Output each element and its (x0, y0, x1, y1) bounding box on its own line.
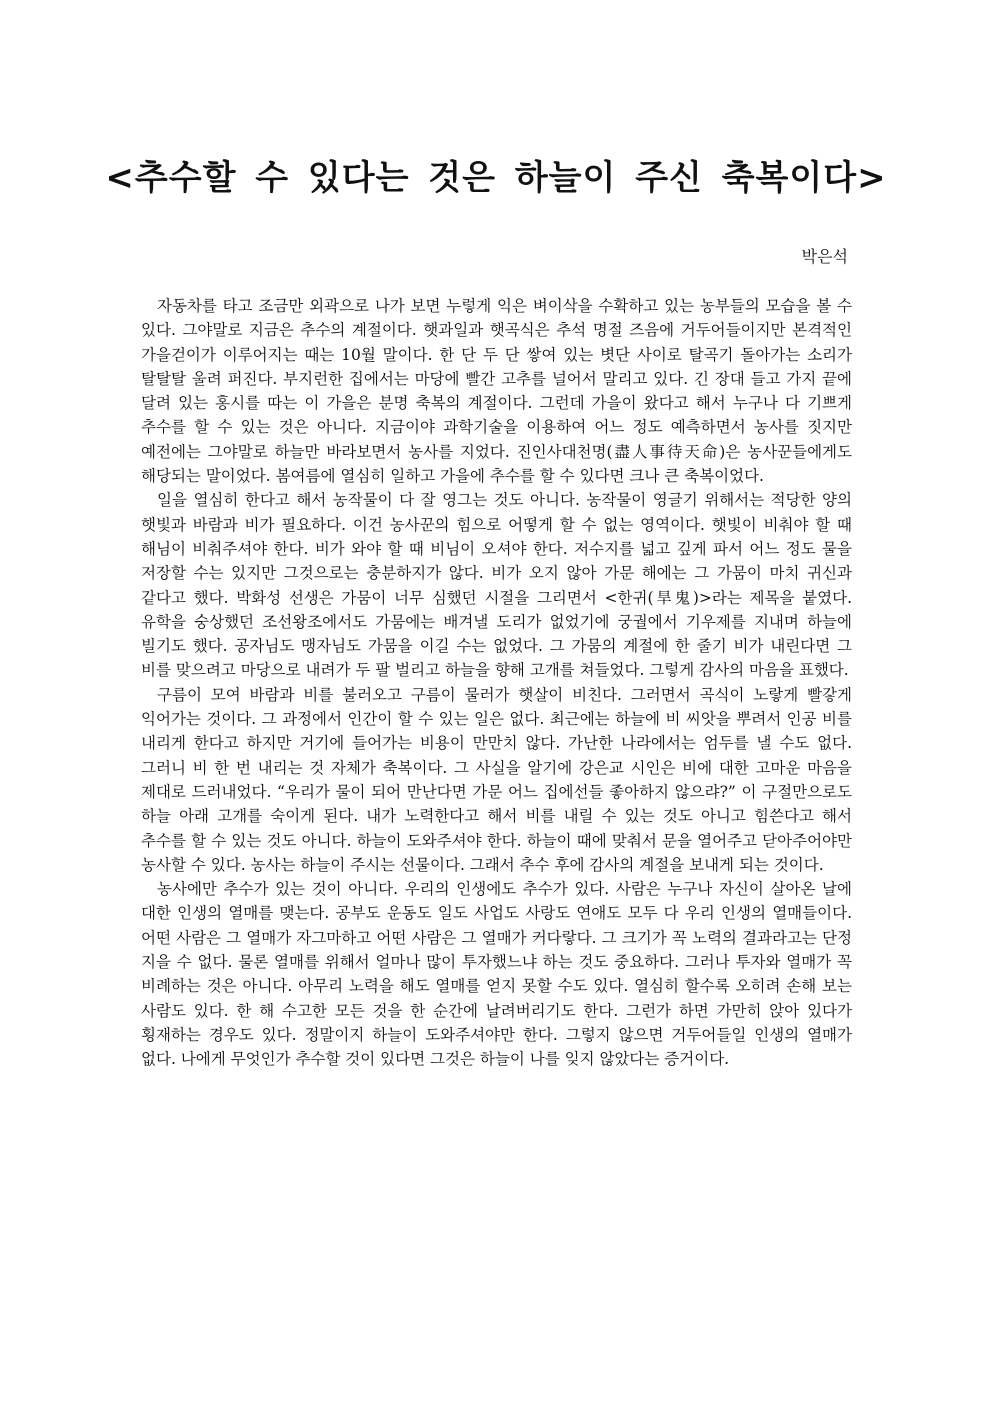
paragraph: 농사에만 추수가 있는 것이 아니다. 우리의 인생에도 추수가 있다. 사람은 누구나 자신이 살아온 날에 대한 인생의 열매를 맺는다. 공부도 운동도 일도 사업도 사랑도 연애도 모두 다 우리 인생의 열매들이다. 어떤 사람은 그 열매가 자그마하고 어떤 사람은 그 열매가 커다랗다. 그 크기가 꼭 노력의 결과라고는 단정 지을 수 없다. 물론 열매를 위해서 얼마나 많이 투자했느냐 하는 것도 중요하다. 그러나 투자와 열매가 꼭 비례하는 것은 아니다. 아무리 노력을 해도 열매를 얻지 못할 수도 있다. 열심히 할수록 오히려 손해 보는 사람도 있다. 한 해 수고한 모든 것을 한 순간에 날려버리기도 한다. 그런가 하면 가만히 앉아 있다가 횡재하는 경우도 있다. 정말이지 하늘이 도와주셔야만 한다. 그렇지 않으면 거두어들일 인생의 열매가 없다. 나에게 무엇인가 추수할 것이 있다면 그것은 하늘이 나를 잊지 않았다는 증거이다. (141, 880, 852, 1069)
author-name: 박은석 (801, 247, 848, 266)
paragraph: 구름이 모여 바람과 비를 불러오고 구름이 물러가 햇살이 비친다. 그러면서 곡식이 노랗게 빨갛게 익어가는 것이다. 그 과정에서 인간이 할 수 있는 일은 없다. 최근에는 하늘에 비 씨앗을 뿌려서 인공 비를 내리게 한다고 하지만 거기에 들어가는 비용이 만만치 않다. 가난한 나라에서는 엄두를 낼 수도 없다. 그러니 비 한 번 내리는 것 자체가 축복이다. 그 사실을 알기에 강은교 시인은 비에 대한 고마운 마음을 제대로 드러내었다. “우리가 물이 되어 만난다면 가문 어느 집에선들 좋아하지 않으랴?” 이 구절만으로도 하늘 아래 고개를 숙이게 된다. 내가 노력한다고 해서 비를 내릴 수 있는 것도 아니고 힘쓴다고 해서 추수를 할 수 있는 것도 아니다. 하늘이 도와주셔야 한다. 하늘이 때에 맞춰서 문을 열어주고 닫아주어야만 농사할 수 있다. 농사는 하늘이 주시는 선물이다. 그래서 추수 후에 감사의 계절을 보내게 되는 것이다. (141, 685, 852, 874)
paragraph: 일을 열심히 한다고 해서 농작물이 다 잘 영그는 것도 아니다. 농작물이 영글기 위해서는 적당한 양의 햇빛과 바람과 비가 필요하다. 이건 농사꾼의 힘으로 어떻게 할 수 없는 영역이다. 햇빛이 비춰야 할 때 해님이 비춰주셔야 한다. 비가 와야 할 때 비님이 오셔야 한다. 저수지를 넓고 깊게 파서 어느 정도 물을 저장할 수는 있지만 그것으로는 충분하지가 않다. 비가 오지 않아 가문 해에는 그 가뭄이 마치 귀신과 같다고 했다. 박화성 선생은 가뭄이 너무 심했던 시절을 그리면서 <한귀(旱鬼)>라는 제목을 붙였다. 유학을 숭상했던 조선왕조에서도 가뭄에는 배겨낼 도리가 없었기에 궁궐에서 기우제를 지내며 하늘에 빌기도 했다. 공자님도 맹자님도 가뭄을 이길 수는 없었다. 그 가뭄의 계절에 한 줄기 비가 내린다면 그 비를 맞으려고 마당으로 내려가 두 팔 벌리고 하늘을 향해 고개를 쳐들었다. 그렇게 감사의 마음을 표했다. (141, 491, 852, 680)
page-title: <추수할 수 있다는 것은 하늘이 주신 축복이다> (105, 158, 887, 198)
paragraph: 자동차를 타고 조금만 외곽으로 나가 보면 누렇게 익은 벼이삭을 수확하고 있는 농부들의 모습을 볼 수 있다. 그야말로 지금은 추수의 계절이다. 햇과일과 햇곡식은 추석 명절 즈음에 거두어들이지만 본격적인 가을걷이가 이루어지는 때는 10월 말이다. 한 단 두 단 쌓여 있는 볏단 사이로 탈곡기 돌아가는 소리가 탈탈탈 울려 퍼진다. 부지런한 집에서는 마당에 빨간 고추를 널어서 말리고 있다. 긴 장대 들고 가지 끝에 달려 있는 홍시를 따는 이 가을은 분명 축복의 계절이다. 그런데 가을이 왔다고 해서 누구나 다 기쁘게 추수를 할 수 있는 것은 아니다. 지금이야 과학기술을 이용하여 어느 정도 예측하면서 농사를 짓지만 예전에는 그야말로 하늘만 바라보면서 농사를 지었다. 진인사대천명(盡人事待天命)은 농사꾼들에게도 해당되는 말이었다. 봄여름에 열심히 일하고 가을에 추수를 할 수 있다면 크나 큰 축복이었다. (141, 297, 852, 486)
essay-body (141, 294, 852, 1072)
